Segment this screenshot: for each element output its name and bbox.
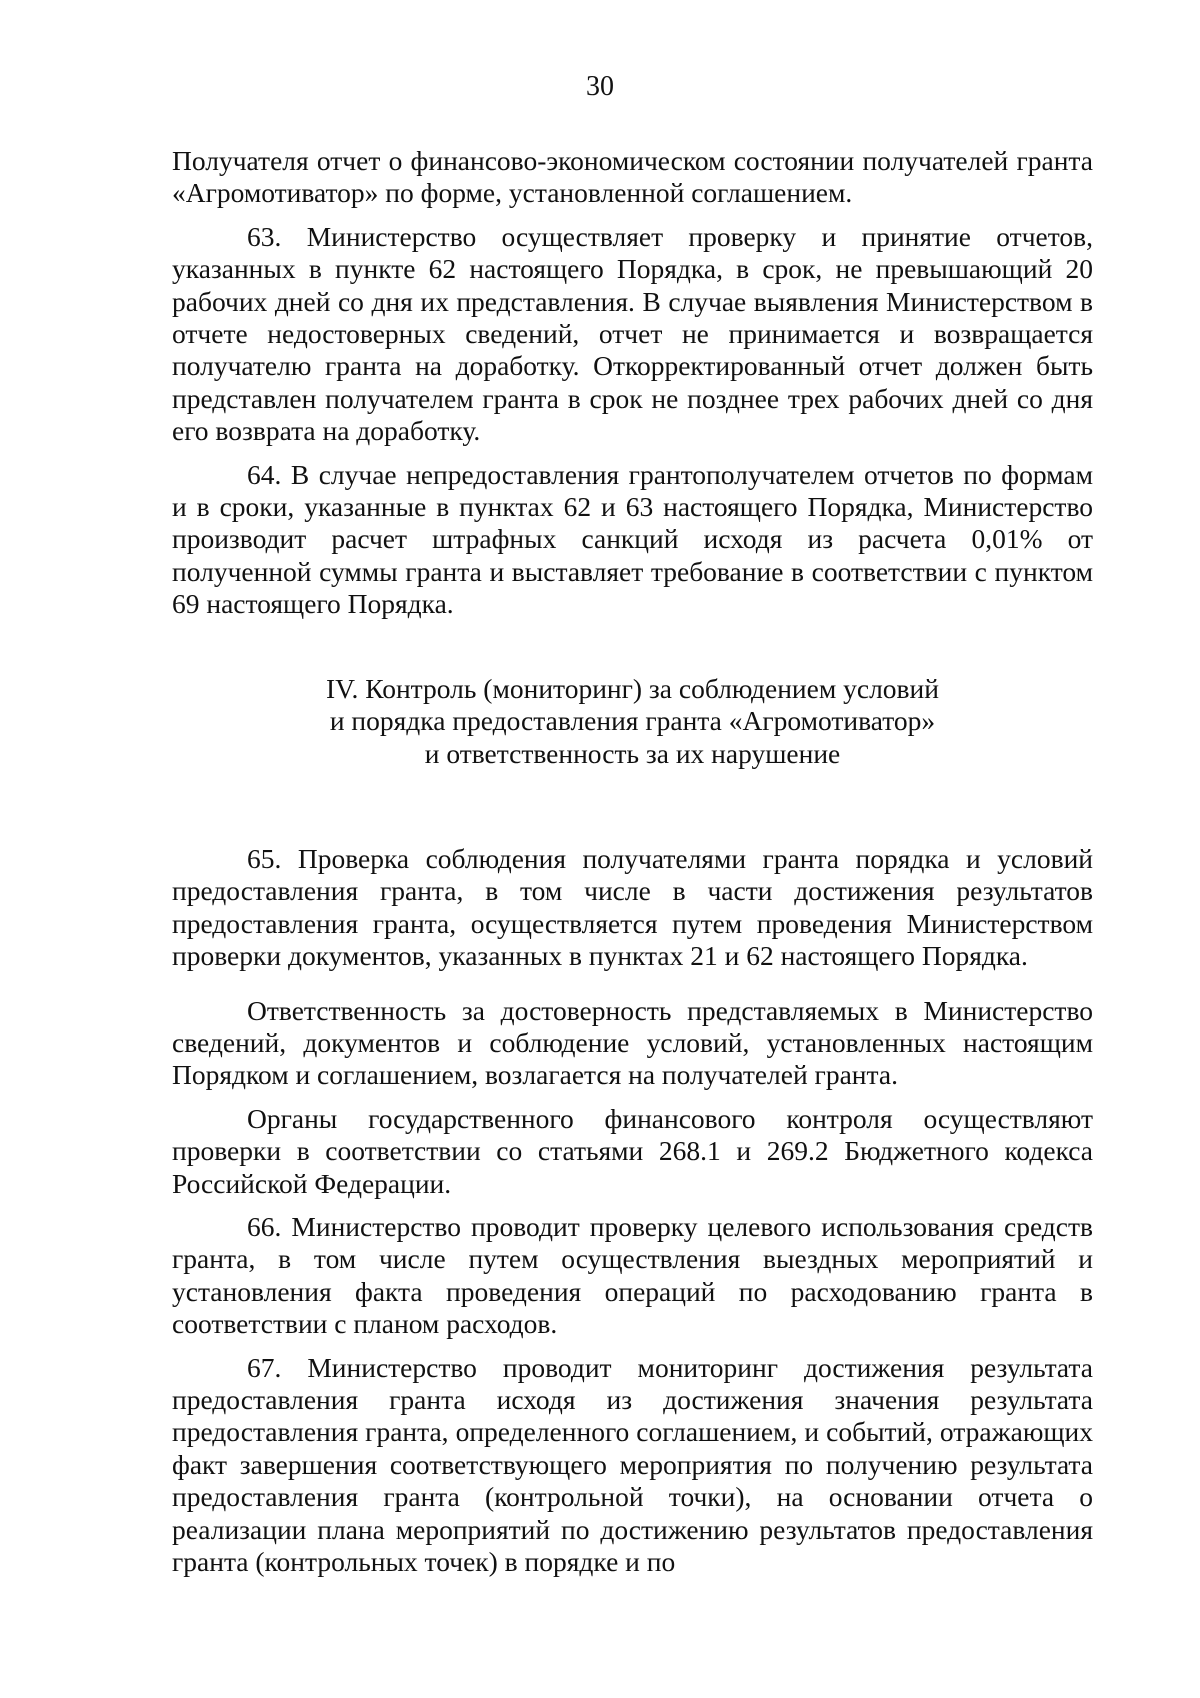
page-number: 30	[586, 71, 614, 102]
paragraph-financial-control: Органы государственного финансового контроля осуществляют проверки в соответствии со статьями 268.1 и 269.2 Бюджетного кодекса Российской Федерации.	[172, 1102, 1093, 1199]
section-heading	[172, 673, 1093, 770]
section-heading-line-2: и порядка предоставления гранта «Агромотиватор»	[329, 705, 936, 737]
paragraph-64: 64. В случае непредоставления грантополучателем отчетов по формам и в сроки, указанные в пунктах 62 и 63 настоящего Порядка, Министерство производит расчет штрафных санкций исходя из расчета 0,01% от полученной суммы гранта и выставляет требование в соответствии с пунктом 69 настоящего Порядка.	[172, 458, 1093, 620]
document-body	[172, 145, 1093, 1589]
paragraph-continuation: Получателя отчет о финансово-экономическом состоянии получателей гранта «Агромотиватор» по форме, установленной соглашением.	[172, 145, 1093, 209]
section-heading-line-3: и ответственность за их нарушение	[424, 737, 841, 769]
paragraph-responsibility: Ответственность за достоверность представляемых в Министерство сведений, документов и соблюдение условий, установленных настоящим Порядком и соглашением, возлагается на получателей гранта.	[172, 994, 1093, 1091]
paragraph-67: 67. Министерство проводит мониторинг достижения результата предоставления гранта исходя из достижения значения результата предоставления гранта, определенного соглашением, и событий, отражающих факт завершения соответствующего мероприятия по получению результата предоставления гранта (контрольной точки), на основании отчета о реализации плана мероприятий по достижению результатов предоставления гранта (контрольных точек) в порядке и по	[172, 1351, 1093, 1578]
section-heading-line-1: IV. Контроль (мониторинг) за соблюдением условий	[326, 672, 939, 704]
paragraph-63: 63. Министерство осуществляет проверку и принятие отчетов, указанных в пункте 62 настоящего Порядка, в срок, не превышающий 20 рабочих дней со дня их представления. В случае выявления Министерством в отчете недостоверных сведений, отчет не принимается и возвращается получателю гранта на доработку. Откорректированный отчет должен быть представлен получателем гранта в срок не позднее трех рабочих дней со дня его возврата на доработку.	[172, 220, 1093, 447]
paragraph-66: 66. Министерство проводит проверку целевого использования средств гранта, в том числе путем осуществления выездных мероприятий и установления факта проведения операций по расходованию гранта в соответствии с планом расходов.	[172, 1210, 1093, 1340]
paragraph-65: 65. Проверка соблюдения получателями гранта порядка и условий предоставления гранта, в том числе в части достижения результатов предоставления гранта, осуществляется путем проведения Министерством проверки документов, указанных в пунктах 21 и 62 настоящего Порядка.	[172, 842, 1093, 972]
